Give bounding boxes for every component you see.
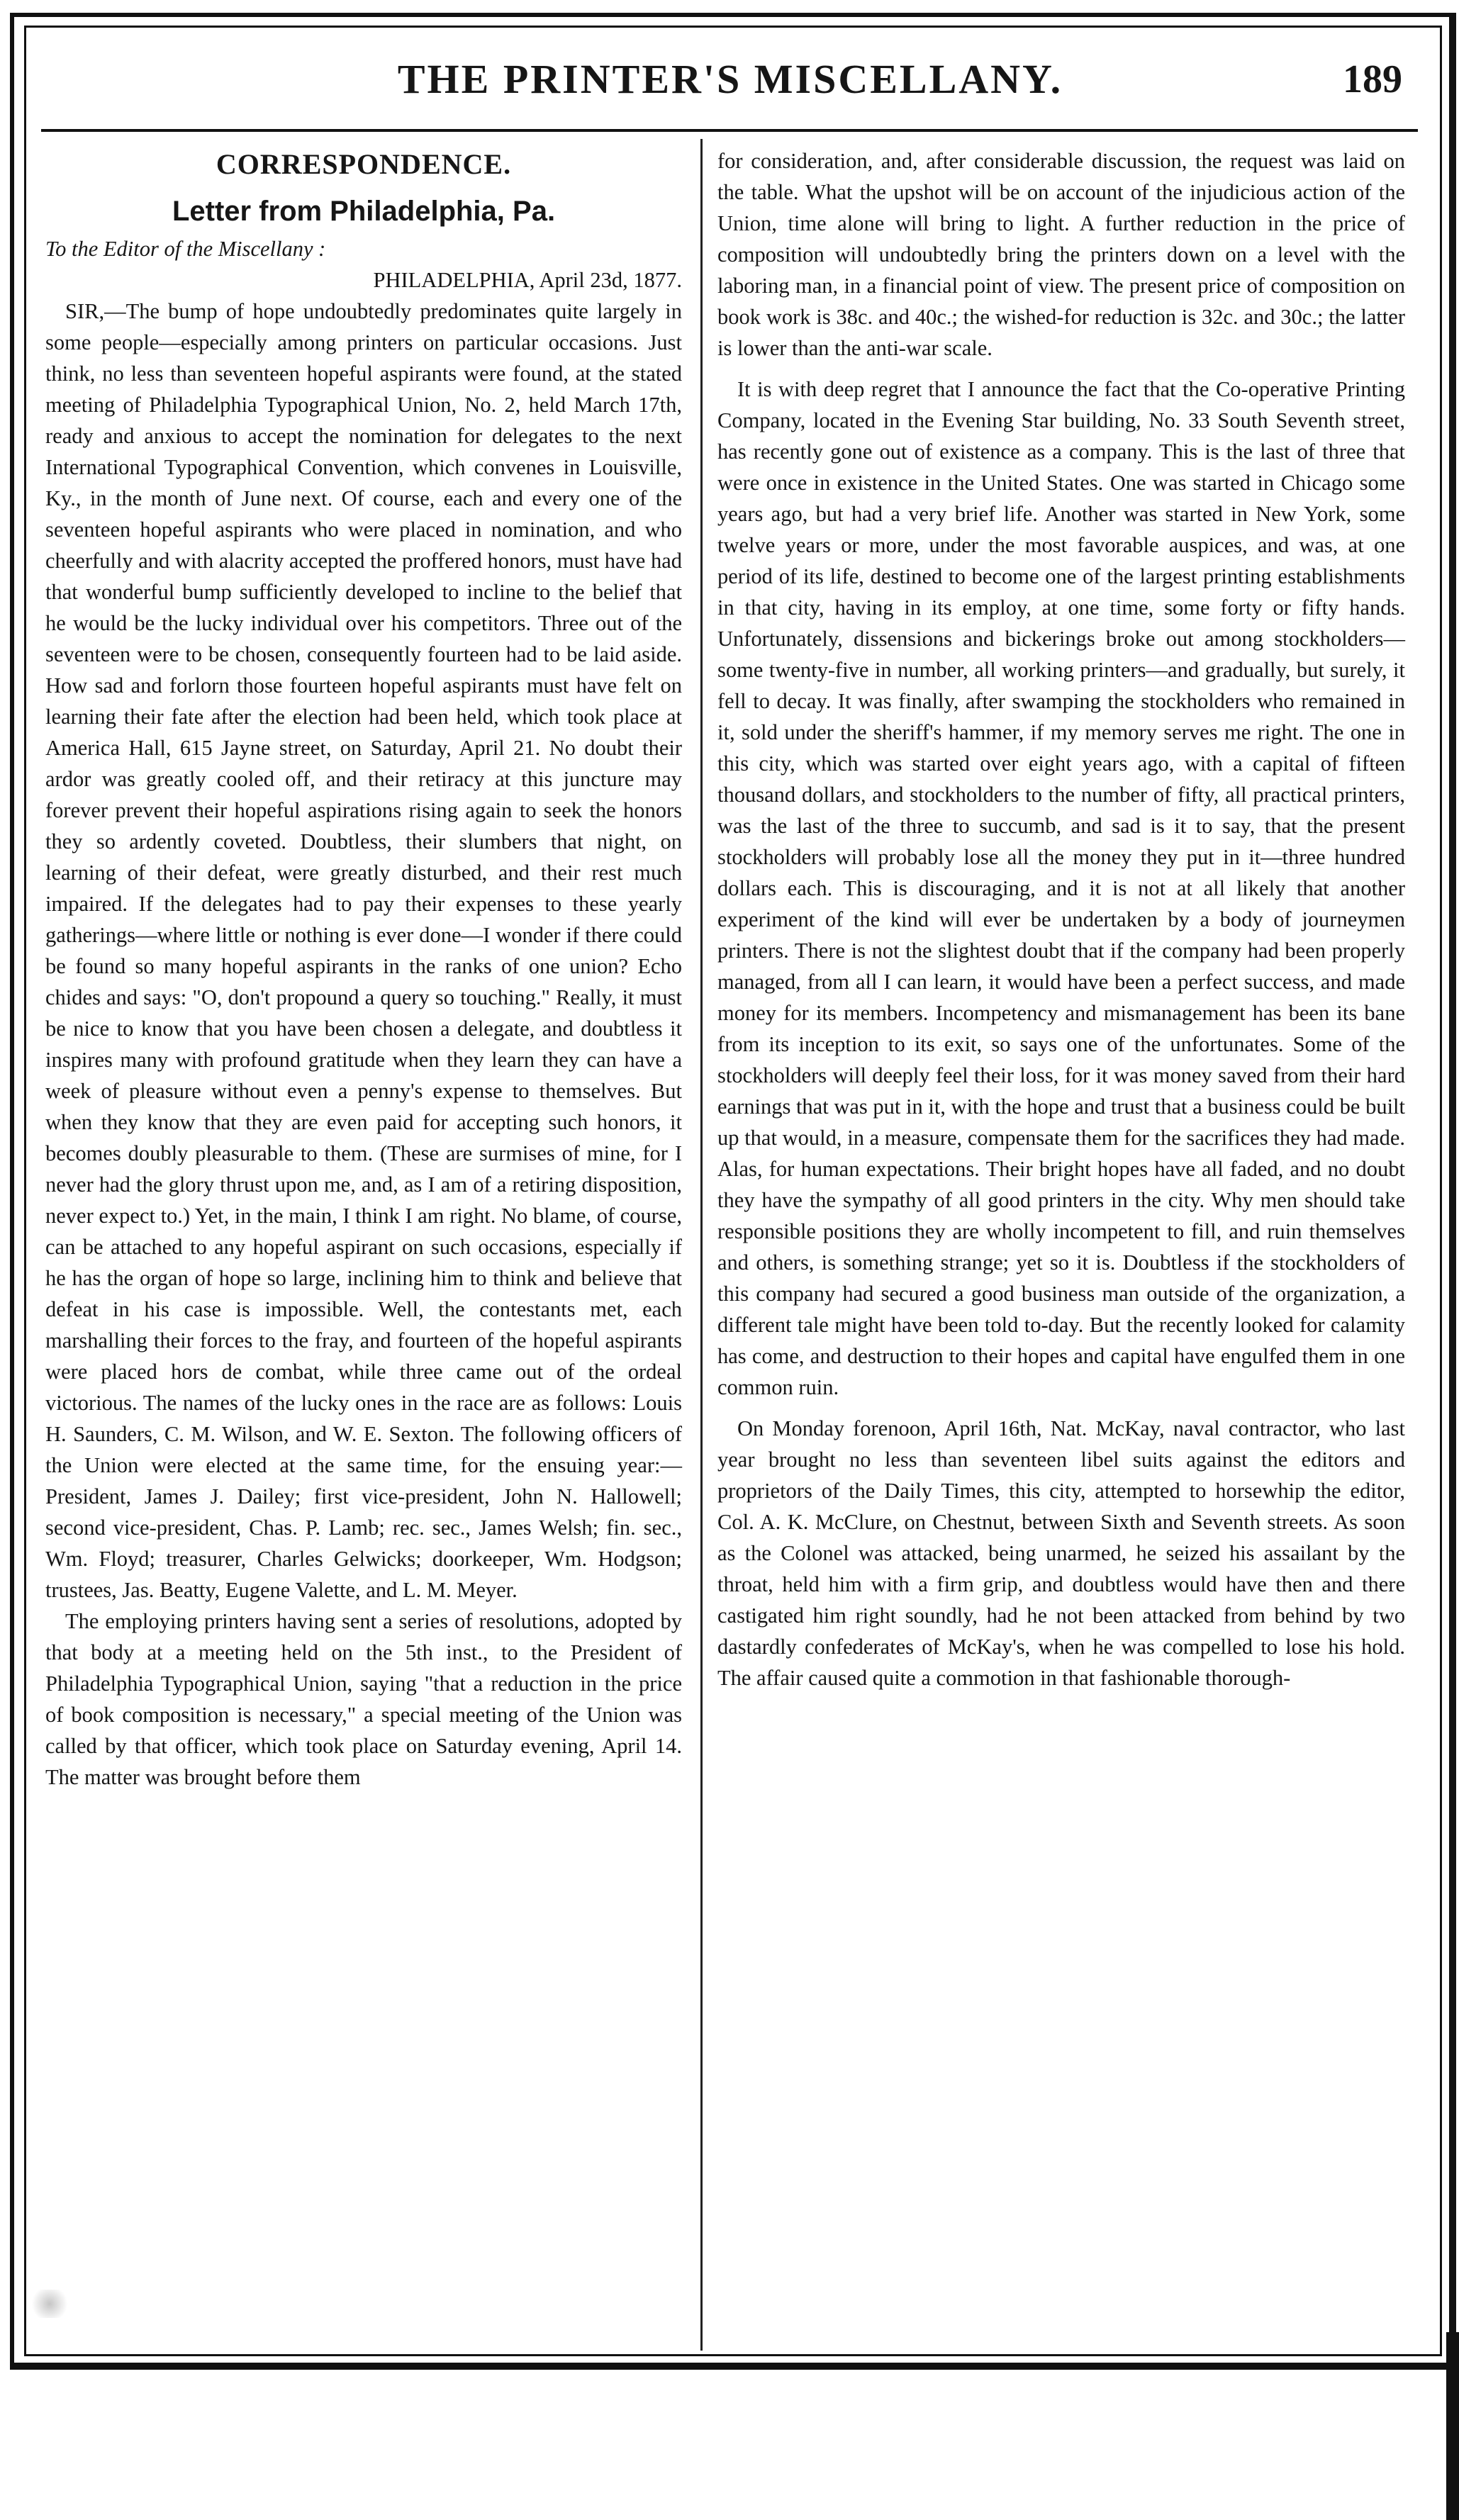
running-head [43,55,1418,119]
section-heading: CORRESPONDENCE. [216,148,512,180]
article-heading: Letter from Philadelphia, Pa. [172,196,556,227]
header-rule [41,129,1418,132]
paragraph: SIR,—The bump of hope undoubtedly predominates quite largely in some people—especially among printers on particular occasions. Just think, no less than seventeen hopeful aspirants were found, at the stated meeting of Philadelphia Typographical Union, No. 2, held March 17th, ready and anxious to accept the nomination for delegates to the next International Typographical Convention, which convenes in Louisville, Ky., in the month of June next. Of course, each and every one of the seventeen hopeful aspirants who were placed in nomination, and who cheerfully and with alacrity accepted the proffered honors, must have had that wonderful bump sufficiently developed to incline to the belief that he would be the lucky individual over his competitors. Three out of the seventeen were to be chosen, consequently fourteen had to be laid aside. How sad and forlorn those fourteen hopeful aspirants must have felt on learning their fate after the election had been held, which took place at America Hall, 615 Jayne street, on Saturday, April 21. No doubt their ardor was greatly cooled off, and their retiracy at this juncture may forever prevent their hopeful aspirations rising again to seek the honors they so ardently coveted. Doubtless, their slumbers that night, on learning of their defeat, were greatly disturbed, and their rest much impaired. If the delegates had to pay their expenses to these yearly gatherings—where little or nothing is ever done—I wonder if there could be found so many hopeful aspirants in the ranks of one union? Echo chides and says: "O, don't propound a query so touching." Really, it must be nice to know that you have been chosen a delegate, and doubtless it inspires many with profound gratitude when they learn they can have a week of pleasure without even a penny's expense to themselves. But when they know that they are even paid for accepting such honors, it becomes doubly pleasurable to them. (These are surmises of mine, for I never had the glory thrust upon me, and, as I am of a retiring disposition, never expect to.) Yet, in the main, I think I am right. No blame, of course, can be attached to any hopeful aspirant on such occasions, especially if he has the organ of hope so large, inclining him to think and believe that defeat in his case is impossible. Well, the contestants met, each marshalling their forces to the fray, and fourteen of the hopeful aspirants were placed hors de combat, while three came out of the ordeal victorious. The names of the lucky ones in the race are as follows: Louis H. Saunders, C. M. Wilson, and W. E. Sexton. The following officers of the Union were elected at the same time, for the ensuing year:—President, James J. Dailey; first vice-president, John N. Hallowell; second vice-president, Chas. P. Lamb; rec. sec., James Welsh; fin. sec., Wm. Floyd; treasurer, Charles Gelwicks; doorkeeper, Wm. Hodgson; trustees, Jas. Beatty, Eugene Valette, and L. M. Meyer. [45,299,682,1602]
dateline: PHILADELPHIA, April 23d, 1877. [373,268,682,292]
left-column [45,145,682,1793]
paragraph: It is with deep regret that I announce the fact that the Co-operative Printing Company, located in the Evening Star building, No. 33 South Seventh street, has recently gone out of existence as a company. This is the last of three that were once in existence in the United States. One was started in Chicago some years ago, but had a very brief life. Another was started in New York, some twelve years or more, under the most favorable auspices, and was, at one period of its life, destined to become one of the largest printing establishments in that city, having in its employ, at one time, some forty or fifty hands. Unfortunately, dissensions and bickerings broke out among stockholders—some twenty-five in number, all working printers—and gradually, but surely, it fell to decay. It was finally, after swamping the stockholders who remained in it, sold under the sheriff's hammer, if my memory serves me right. The one in this city, which was started over eight years ago, with a capital of fifteen thousand dollars, and stockholders to the number of fifty, all practical printers, was the last of the three to succumb, and sad is it to say, that the present stockholders will probably lose all the money they put in it—three hundred dollars each. This is discouraging, and it is not at all likely that another experiment of the kind will ever be undertaken by a body of journeymen printers. There is not the slightest doubt that if the company had been properly managed, from all I can learn, it would have been a perfect success, and made money for its members. Incompetency and mismanagement has been its bane from its inception to its exit, so says one of the unfortunates. Some of the stockholders will deeply feel their loss, for it was money saved from their hard earnings that was put in it, with the hope and trust that a business could be built up that would, in a measure, compensate them for the sacrifices they had made. Alas, for human expectations. Their bright hopes have all faded, and no doubt they have the sympathy of all good printers in the city. Why men should take responsible positions they are wholly incompetent to fill, and ruin themselves and others, is something strange; yet so it is. Doubtless if the stockholders of this company had secured a good business man outside of the organization, a different tale might have been told to-day. But the recently looked for calamity has come, and destruction to their hopes and capital have engulfed them in one common ruin. [717,377,1405,1399]
paragraph: for consideration, and, after considerable discussion, the request was laid on the table. What the upshot will be on account of the injudicious action of the Union, time alone will bring to light. A further reduction in the price of composition will undoubtedly bring the printers down on a level with the laboring man, in a financial point of view. The present price of composition on book work is 38c. and 40c.; the wished-for reduction is 32c. and 30c.; the latter is lower than the anti-war scale. [717,149,1405,360]
paragraph: On Monday forenoon, April 16th, Nat. McKay, naval contractor, who last year brought no less than seventeen libel suits against the editors and proprietors of the Daily Times, this city, attempted to horsewhip the editor, Col. A. K. McClure, on Chestnut, between Sixth and Seventh streets. As soon as the Colonel was attacked, being unarmed, he seized his assailant by the throat, held him with a firm grip, and doubtless would have then and there castigated him right soundly, had he not been attacked from behind by two dastardly confederates of McKay's, when he was compelled to lose his hold. The affair caused quite a commotion in that fashionable thorough- [717,1416,1405,1690]
right-column [717,145,1405,1693]
journal-title: THE PRINTER'S MISCELLANY. [397,56,1063,102]
page-smudge [28,2290,71,2318]
margin-mark [1446,2332,1459,2520]
paragraph: The employing printers having sent a series of resolutions, adopted by that body at a meeting held on the 5th inst., to the President of Philadelphia Typographical Union, saying "that a reduction in the price of book composition is necessary," a special meeting of the Union was called by that officer, which took place on Saturday evening, April 14. The matter was brought before them [45,1609,682,1789]
salutation: To the Editor of the Miscellany : [45,237,326,261]
page-number: 189 [1343,57,1402,101]
column-divider [700,139,703,2351]
